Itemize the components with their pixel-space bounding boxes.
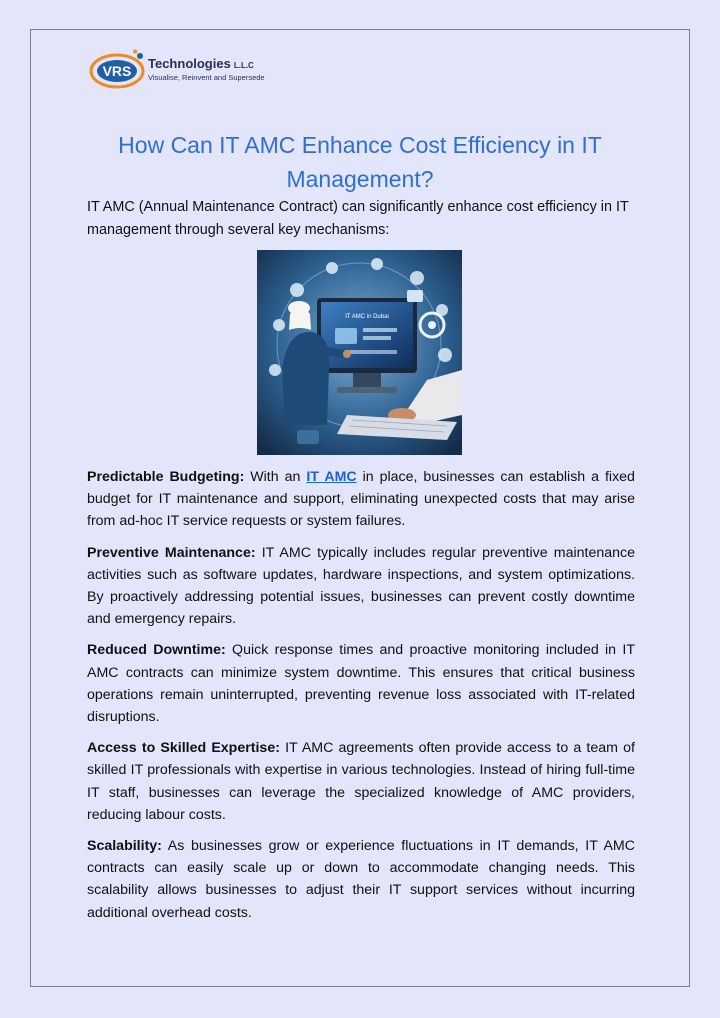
- section-text: IT AMC agreements often provide access to a team of skilled IT professionals with expertise in various technologies. Instead of hiring full-time IT staff, businesses can leverage the specialized knowledge of AMC providers, reducing labour costs.: [87, 740, 635, 823]
- section-text: in place, businesses can establish a fixed budget for IT maintenance and support, eliminating unexpected costs that may arise from ad-hoc IT service requests or system failures.: [87, 469, 635, 530]
- section-heading: Scalability:: [87, 838, 162, 855]
- logo-name-text: Technologies: [148, 56, 231, 71]
- logo-name: [148, 56, 254, 71]
- section-heading: Access to Skilled Expertise:: [87, 740, 280, 757]
- it-amc-illustration: [257, 250, 462, 455]
- screen-caption: IT AMC in Dubai: [345, 314, 389, 320]
- section-reduced-downtime: [87, 639, 635, 728]
- section-text-before-link: With an: [250, 469, 301, 485]
- section-text: Quick response times and proactive monitoring included in IT AMC contracts can minimize system downtime. This ensures that critical business operations remain uninterrupted, preventing revenue loss associated with IT-related disruptions.: [87, 642, 635, 726]
- logo-suffix: L.L.C: [233, 61, 254, 70]
- section-skilled-expertise: [87, 737, 635, 826]
- vrs-logo-icon: [88, 48, 148, 94]
- section-scalability: [87, 835, 635, 924]
- section-heading: Preventive Maintenance:: [87, 544, 256, 561]
- company-logo[interactable]: [88, 48, 288, 94]
- it-amc-link[interactable]: IT AMC: [306, 469, 357, 485]
- content-body: [87, 466, 635, 933]
- section-preventive-maintenance: [87, 542, 635, 631]
- logo-mark: VRS: [102, 63, 132, 79]
- logo-tagline: Visualise, Reinvent and Supersede: [148, 73, 265, 82]
- intro-paragraph: IT AMC (Annual Maintenance Contract) can significantly enhance cost efficiency in IT management through several key mechanisms:: [87, 199, 629, 238]
- section-text: IT AMC typically includes regular preventive maintenance activities such as software updates, hardware inspections, and system optimizations. By proactively addressing potential issues, businesses can prevent costly downtime and emergency repairs.: [87, 544, 635, 628]
- section-heading: Reduced Downtime:: [87, 642, 226, 659]
- section-heading: Predictable Budgeting:: [87, 469, 245, 485]
- section-text: As businesses grow or experience fluctuations in IT demands, IT AMC contracts can easily scale up or down to accommodate changing needs. This scalability allows businesses to adjust their IT support services without incurring additional overhead costs.: [87, 838, 635, 921]
- page-title: How Can IT AMC Enhance Cost Efficiency in IT Management?: [118, 132, 602, 192]
- section-predictable-budgeting: [87, 466, 635, 533]
